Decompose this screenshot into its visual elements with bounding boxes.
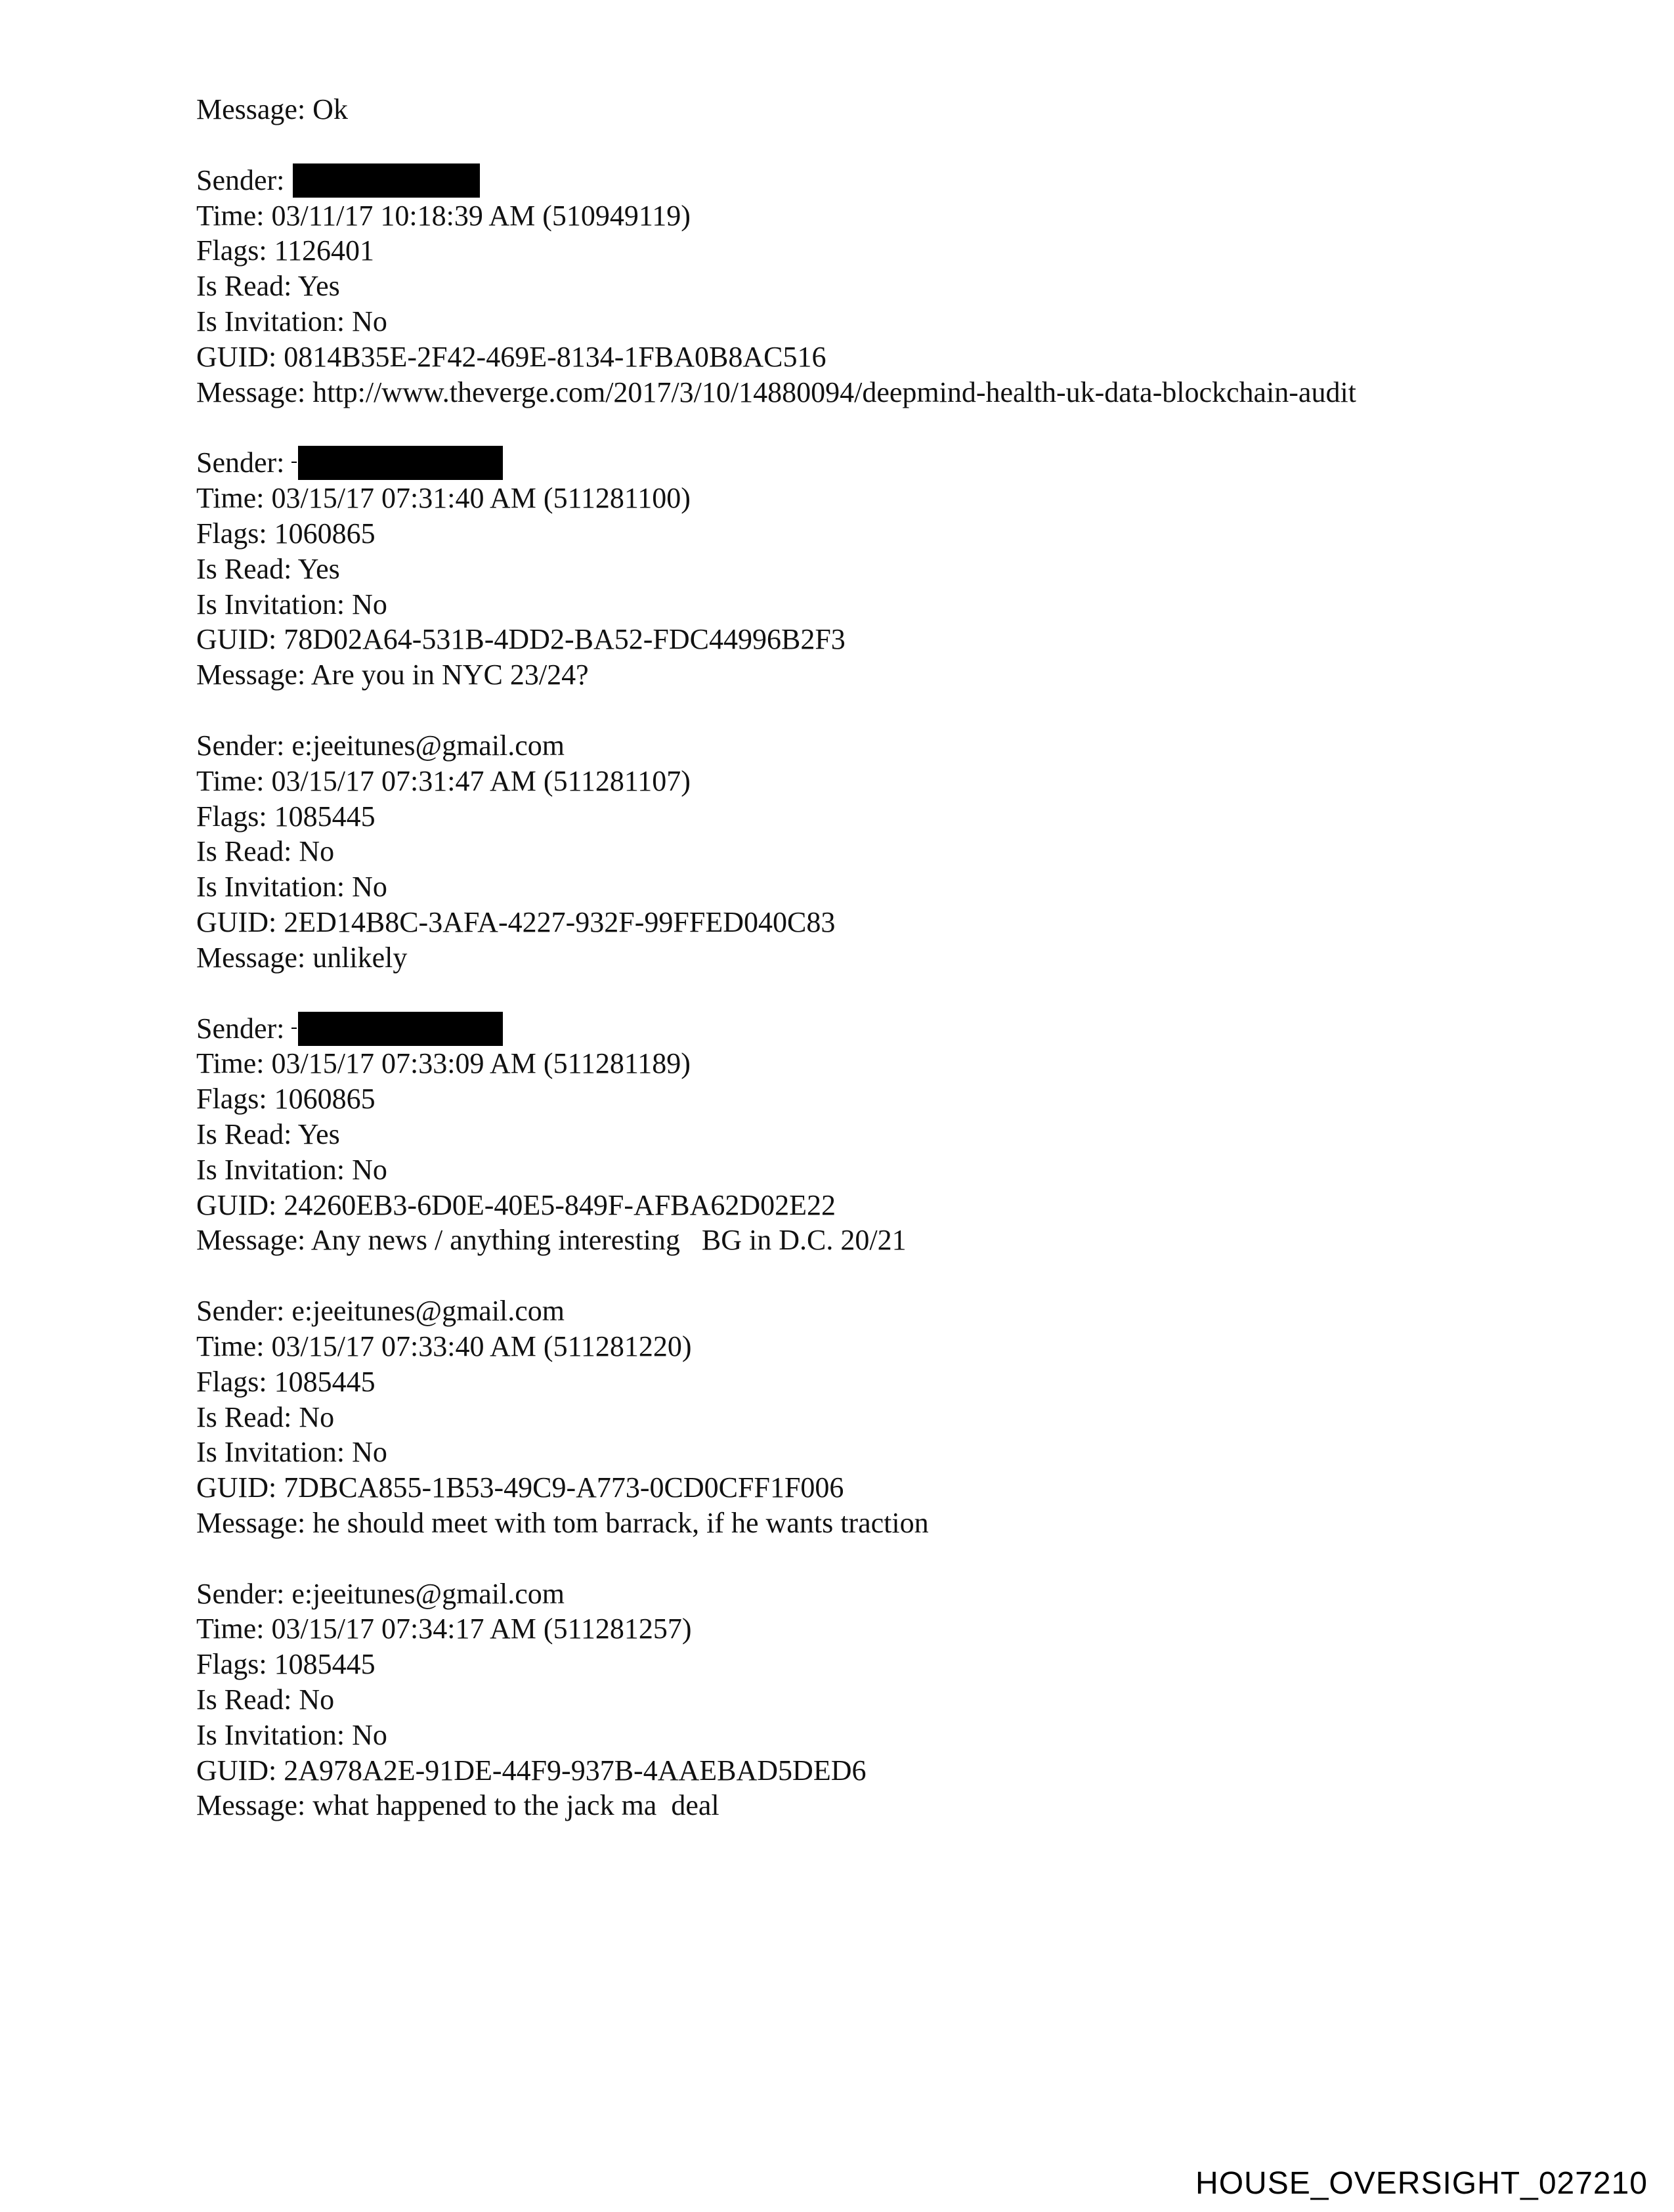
is-read-line [196,552,1608,587]
is-invitation-value: No [352,1718,387,1751]
is-read-value: Yes [297,552,340,585]
guid-value: 0814B35E-2F42-469E-8134-1FBA0B8AC516 [284,340,826,373]
guid-label: GUID: [196,1188,284,1221]
is-read-value: No [299,1400,335,1433]
is-read-label: Is Read: [196,1400,299,1433]
message-line [196,1506,1608,1541]
message-entry [196,445,1608,693]
is-invitation-line [196,869,1608,905]
message-label: Message: [196,1506,313,1539]
is-invitation-value: No [352,588,387,620]
guid-line [196,905,1608,940]
top-message: Message: Ok [196,93,348,125]
message-line [196,1788,1608,1823]
time-label: Time: [196,1330,272,1362]
is-read-value: No [299,1683,335,1716]
message-value: he should meet with tom barrack, if he wants traction [312,1506,929,1539]
message-label: Message: [196,659,311,691]
sender-label: Sender: [196,163,292,196]
message-label: Message: [196,376,313,408]
time-value: 03/15/17 07:31:47 AM (511281107) [271,764,691,797]
message-label: Message: [196,1789,313,1822]
time-value: 03/15/17 07:34:17 AM (511281257) [271,1613,692,1645]
is-invitation-line [196,304,1608,339]
time-value: 03/15/17 07:31:40 AM (511281100) [271,482,691,515]
flags-value: 1060865 [274,1083,376,1116]
flags-label: Flags: [196,234,274,267]
sender-line [196,163,1608,198]
is-read-line [196,1117,1608,1152]
is-read-value: Yes [297,270,340,303]
sender-value: e:jeeitunes@gmail.com [291,729,565,762]
time-line [196,1046,1608,1081]
message-line [196,657,1608,693]
message-value: Are you in NYC 23/24? [311,659,589,691]
is-read-label: Is Read: [196,552,298,585]
message-line [196,1223,1608,1258]
is-invitation-label: Is Invitation: [196,1153,353,1186]
sender-line [196,728,1608,764]
bates-number: HOUSE_OVERSIGHT_027210 [1195,2166,1648,2201]
guid-value: 78D02A64-531B-4DD2-BA52-FDC44996B2F3 [284,623,846,656]
guid-line [196,1470,1608,1506]
flags-line [196,1364,1608,1400]
time-value: 03/11/17 10:18:39 AM (510949119) [271,199,691,232]
message-entry [196,1576,1608,1824]
sender-value: e:jeeitunes@gmail.com [291,1295,565,1328]
message-value: what happened to the jack ma deal [312,1789,719,1822]
is-read-label: Is Read: [196,270,298,303]
flags-line [196,233,1608,269]
flags-value: 1126401 [274,234,374,267]
message-value: unlikely [312,941,408,974]
time-line [196,1329,1608,1364]
time-value: 03/15/17 07:33:40 AM (511281220) [271,1330,692,1362]
message-value: Any news / anything interesting BG in D.C. 20/21 [311,1224,907,1257]
flags-value: 1085445 [274,800,376,833]
is-invitation-line [196,1152,1608,1188]
flags-label: Flags: [196,800,274,833]
flags-line [196,799,1608,835]
is-read-line [196,1400,1608,1435]
guid-value: 24260EB3-6D0E-40E5-849F-AFBA62D02E22 [284,1188,836,1221]
sender-label: Sender: [196,446,292,479]
is-invitation-label: Is Invitation: [196,305,353,337]
guid-label: GUID: [196,1754,284,1787]
flags-label: Flags: [196,1365,274,1398]
time-label: Time: [196,199,272,232]
message-value: http://www.theverge.com/2017/3/10/14880094/deepmind-health-uk-data-blockchain-audit [312,376,1356,408]
is-read-value: No [299,835,335,868]
is-invitation-line [196,587,1608,622]
guid-value: 2A978A2E-91DE-44F9-937B-4AAEBAD5DED6 [284,1754,867,1787]
guid-line [196,339,1608,375]
flags-label: Flags: [196,517,274,550]
flags-label: Flags: [196,1083,274,1116]
redaction-edge-mark [291,1028,297,1029]
is-invitation-value: No [352,1153,387,1186]
flags-value: 1085445 [274,1648,376,1681]
is-invitation-line [196,1718,1608,1753]
time-value: 03/15/17 07:33:09 AM (511281189) [271,1047,691,1080]
sender-line [196,1576,1608,1612]
is-invitation-value: No [352,1436,387,1469]
is-invitation-label: Is Invitation: [196,588,353,620]
entry-gap [196,410,1608,445]
message-entry [196,728,1608,976]
time-line [196,1611,1608,1647]
entry-gap [196,976,1608,1011]
sender-line [196,1011,1608,1047]
is-invitation-value: No [352,305,387,337]
guid-value: 2ED14B8C-3AFA-4227-932F-99FFED040C83 [284,905,836,938]
flags-value: 1060865 [274,517,376,550]
guid-label: GUID: [196,340,284,373]
entry-gap [196,1541,1608,1576]
time-label: Time: [196,1047,272,1080]
sender-label: Sender: [196,729,292,762]
flags-line [196,1647,1608,1682]
redaction-edge-mark [291,462,297,463]
sender-label: Sender: [196,1295,292,1328]
guid-line [196,1188,1608,1223]
time-label: Time: [196,764,272,797]
is-invitation-label: Is Invitation: [196,871,353,903]
time-label: Time: [196,1613,272,1645]
guid-label: GUID: [196,905,284,938]
is-invitation-label: Is Invitation: [196,1436,353,1469]
guid-value: 7DBCA855-1B53-49C9-A773-0CD0CFF1F006 [284,1471,844,1504]
is-read-label: Is Read: [196,1117,298,1150]
message-line [196,940,1608,976]
is-read-line [196,1682,1608,1718]
guid-line [196,1753,1608,1789]
guid-line [196,622,1608,657]
sender-label: Sender: [196,1577,292,1610]
guid-label: GUID: [196,1471,284,1504]
sender-line [196,445,1608,481]
sender-value: e:jeeitunes@gmail.com [291,1577,565,1610]
message-entry [196,1293,1608,1541]
is-read-line [196,269,1608,304]
flags-line [196,1081,1608,1117]
flags-value: 1085445 [274,1365,376,1398]
time-line [196,764,1608,799]
entry-gap [196,127,1608,163]
redaction-box [298,446,503,480]
time-label: Time: [196,482,272,515]
message-entry [196,163,1608,410]
sender-label: Sender: [196,1012,292,1045]
is-read-value: Yes [297,1117,340,1150]
time-line [196,198,1608,234]
flags-label: Flags: [196,1648,274,1681]
sender-line [196,1293,1608,1329]
message-log [196,92,1608,1823]
redaction-box [293,163,480,198]
flags-line [196,516,1608,552]
message-entry [196,1011,1608,1259]
is-read-label: Is Read: [196,1683,299,1716]
is-read-line [196,834,1608,869]
is-invitation-value: No [352,871,387,903]
guid-label: GUID: [196,623,284,656]
message-label: Message: [196,941,313,974]
is-invitation-label: Is Invitation: [196,1718,353,1751]
redaction-box [298,1012,503,1046]
is-invitation-line [196,1435,1608,1470]
message-label: Message: [196,1224,311,1257]
entry-gap [196,1258,1608,1293]
message-line [196,375,1608,410]
entry-gap [196,693,1608,728]
is-read-label: Is Read: [196,835,299,868]
time-line [196,481,1608,516]
